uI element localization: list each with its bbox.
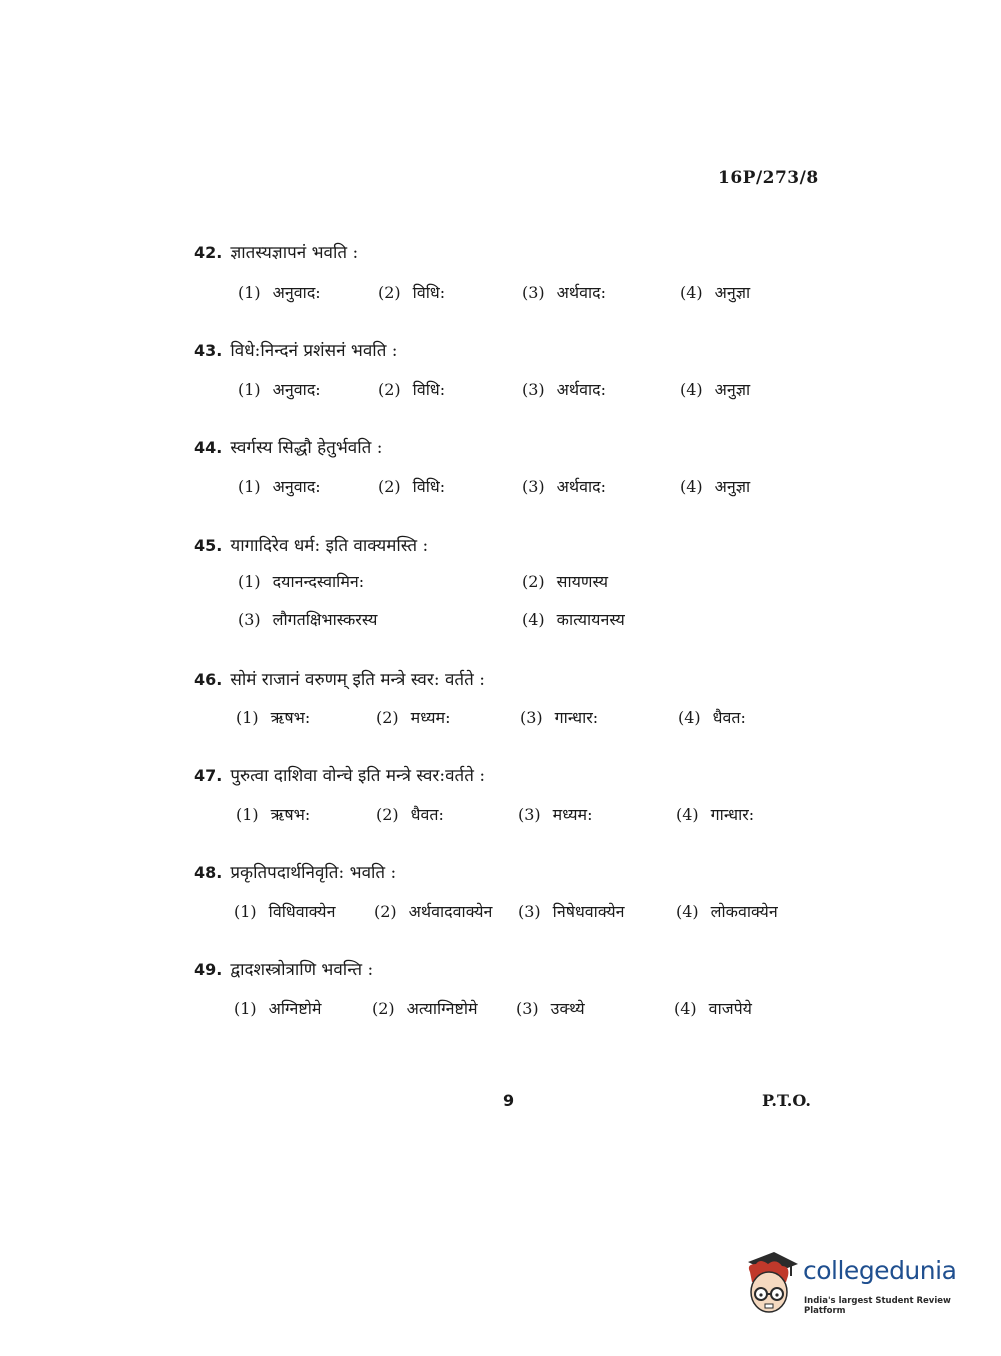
question-number: 43.: [194, 341, 223, 360]
option: (1) विधिवाक्येन: [234, 902, 336, 921]
option: (1) अनुवाद:: [238, 477, 321, 496]
option: (2) धैवत:: [376, 805, 444, 824]
option: (1) अग्निष्टोमे: [234, 999, 322, 1018]
option: (4) धैवत:: [678, 708, 746, 727]
option: (4) गान्धार:: [676, 805, 755, 824]
question-number: 46.: [194, 670, 223, 689]
question-text: सोमं राजानं वरुणम् इति मन्त्रे स्वर: वर्तते :: [230, 670, 485, 690]
question-text: प्रकृतिपदार्थनिवृति: भवति :: [230, 863, 397, 883]
question-45: [194, 533, 428, 556]
option: (3) अर्थवाद:: [522, 477, 607, 496]
question-number: 42.: [194, 243, 223, 262]
page-number: 9: [503, 1091, 515, 1110]
pto-label: P.T.O.: [762, 1091, 811, 1110]
paper-code: 16P/273/8: [718, 168, 819, 188]
option: (1) दयानन्दस्वामिन:: [238, 572, 365, 591]
option: (2) सायणस्य: [522, 572, 608, 591]
question-number: 44.: [194, 438, 223, 457]
question-text: विधे:निन्दनं प्रशंसनं भवति :: [230, 341, 398, 361]
option: (2) विधि:: [378, 477, 446, 496]
question-number: 47.: [194, 766, 223, 785]
option: (3) अर्थवाद:: [522, 283, 607, 302]
option: (2) विधि:: [378, 380, 446, 399]
option: (3) गान्धार:: [520, 708, 599, 727]
collegedunia-logo[interactable]: [740, 1250, 970, 1320]
logo-wordmark: collegedunia: [803, 1256, 957, 1285]
logo-tagline: India's largest Student Review Platform: [804, 1296, 951, 1316]
option: (4) कात्यायनस्य: [522, 610, 625, 629]
option: (3) लौगतक्षिभास्करस्य: [238, 610, 378, 629]
option: (4) लोकवाक्येन: [676, 902, 778, 921]
option: (4) अनुज्ञा: [680, 380, 751, 399]
question-44: [194, 435, 383, 458]
option: (4) अनुज्ञा: [680, 477, 751, 496]
option: (1) ऋषभ:: [236, 708, 311, 727]
question-text: स्वर्गस्य सिद्धौ हेतुर्भवति :: [230, 438, 383, 458]
option: (3) अर्थवाद:: [522, 380, 607, 399]
option: (2) मध्यम:: [376, 708, 451, 727]
option: (1) अनुवाद:: [238, 283, 321, 302]
question-46: [194, 667, 485, 690]
question-42: [194, 240, 358, 263]
option: (1) ऋषभ:: [236, 805, 311, 824]
option: (3) मध्यम:: [518, 805, 593, 824]
option: (3) निषेधवाक्येन: [518, 902, 625, 921]
option: (4) अनुज्ञा: [680, 283, 751, 302]
option: (2) विधि:: [378, 283, 446, 302]
option: (2) अर्थवादवाक्येन: [374, 902, 493, 921]
question-text: ज्ञातस्यज्ञापनं भवति :: [230, 243, 359, 263]
question-number: 49.: [194, 960, 223, 979]
question-text: द्वादशस्त्रोत्राणि भवन्ति :: [230, 960, 374, 980]
question-49: [194, 957, 373, 980]
question-number: 45.: [194, 536, 223, 555]
question-text: पुरुत्वा दाशिवा वोन्चे इति मन्त्रे स्वर:वर्तते :: [230, 766, 486, 786]
question-text: यागादिरेव धर्म: इति वाक्यमस्ति :: [230, 536, 429, 556]
question-number: 48.: [194, 863, 223, 882]
option: (4) वाजपेये: [674, 999, 752, 1018]
option: (2) अत्याग्निष्टोमे: [372, 999, 478, 1018]
option: (3) उक्थ्ये: [516, 999, 585, 1018]
mascot-icon: [740, 1250, 800, 1318]
question-48: [194, 860, 396, 883]
question-43: [194, 338, 398, 361]
question-47: [194, 763, 485, 786]
option: (1) अनुवाद:: [238, 380, 321, 399]
